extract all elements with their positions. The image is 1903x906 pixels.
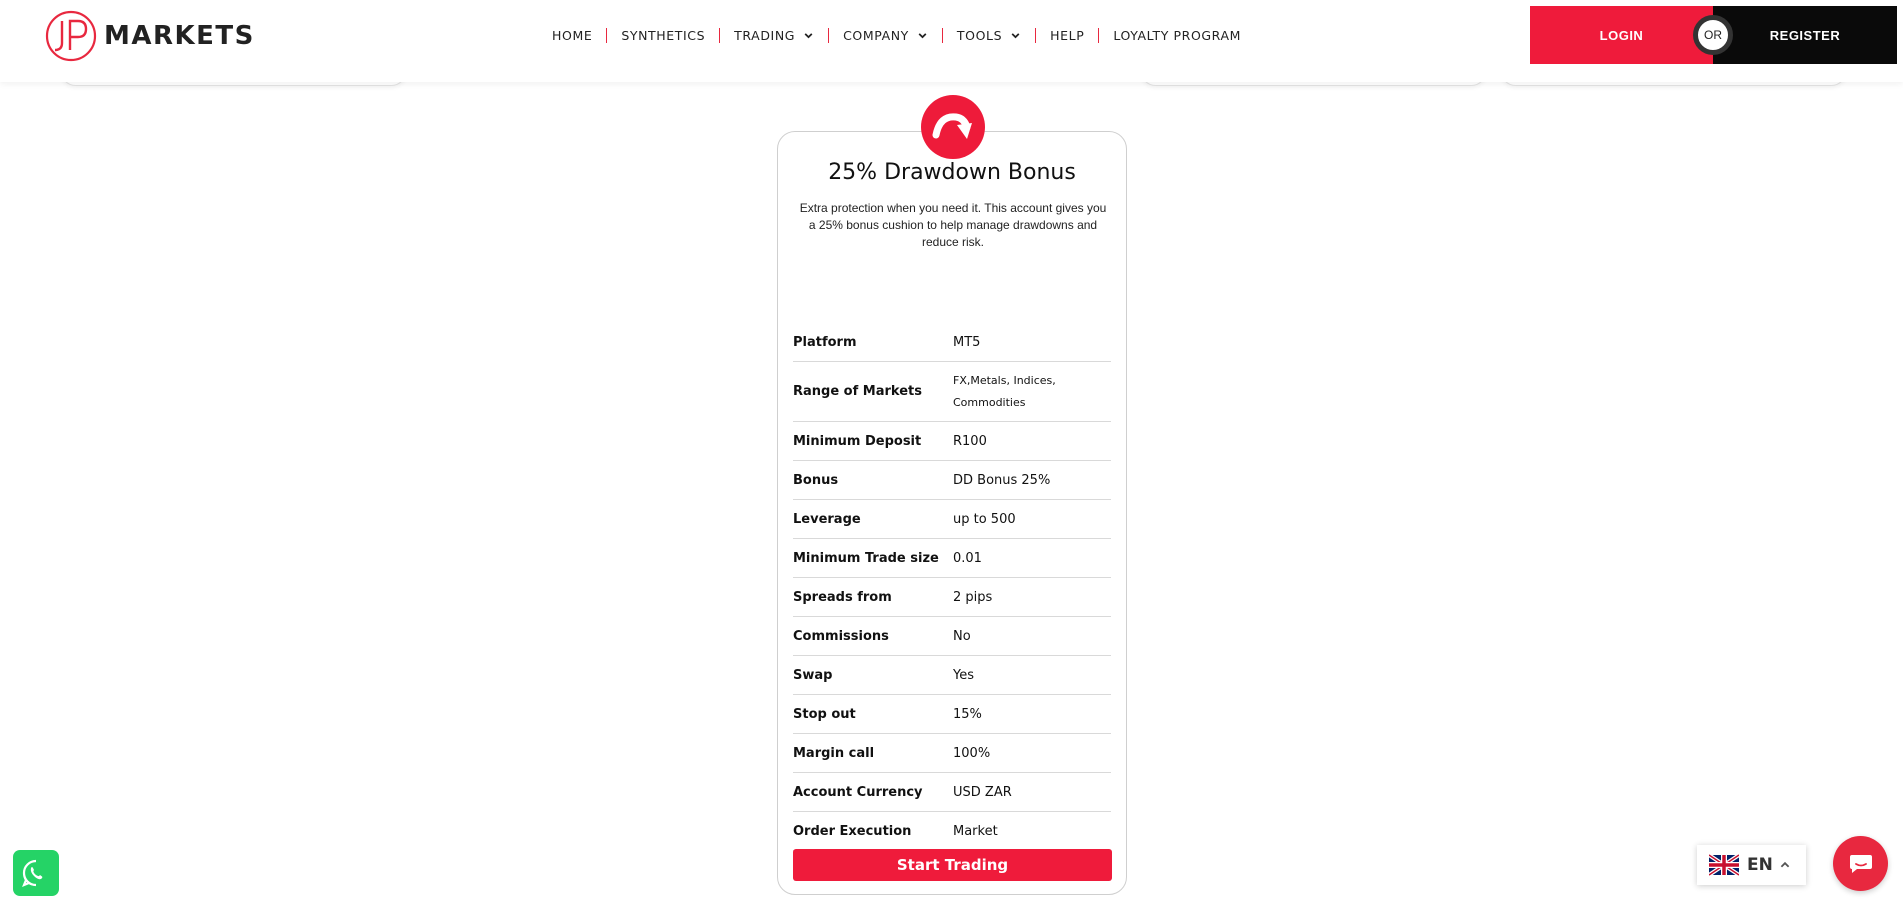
account-title: 25% Drawdown Bonus — [828, 160, 1076, 185]
uk-flag-icon — [1709, 854, 1739, 876]
site-logo[interactable] — [44, 9, 255, 63]
start-trading-button[interactable]: Start Trading — [793, 849, 1112, 881]
account-card — [777, 131, 1127, 895]
nav-tools[interactable]: TOOLS — [943, 28, 1035, 43]
whatsapp-icon — [20, 857, 52, 889]
chevron-down-icon — [803, 30, 814, 41]
or-badge: OR — [1693, 15, 1733, 55]
live-chat-button[interactable] — [1833, 836, 1888, 891]
auth-buttons — [1530, 6, 1897, 64]
spec-row-range-of-markets: Range of Markets FX,Metals, Indices, Commodities — [793, 362, 1111, 422]
chevron-up-icon — [1779, 859, 1791, 871]
nav-loyalty-program[interactable]: LOYALTY PROGRAM — [1113, 27, 1241, 43]
language-selector[interactable] — [1697, 845, 1806, 885]
brand-name: MARKETS — [104, 21, 255, 51]
spec-row-order-execution: Order Execution Market — [793, 812, 1111, 851]
spec-row-minimum-trade-size: Minimum Trade size 0.01 — [793, 539, 1111, 578]
spec-row-commissions: Commissions No — [793, 617, 1111, 656]
spec-row-stop-out: Stop out 15% — [793, 695, 1111, 734]
chevron-down-icon — [1010, 30, 1021, 41]
site-header — [0, 0, 1903, 82]
spec-row-platform: Platform MT5 — [793, 324, 1111, 362]
spec-row-margin-call: Margin call 100% — [793, 734, 1111, 773]
account-description: Extra protection when you need it. This account gives you a 25% bonus cushion to help manage drawdowns and reduce risk. — [799, 201, 1107, 249]
login-button[interactable]: LOGIN — [1530, 6, 1713, 64]
spec-row-minimum-deposit: Minimum Deposit R100 — [793, 422, 1111, 461]
chevron-down-icon — [917, 30, 928, 41]
nav-synthetics[interactable]: SYNTHETICS — [621, 27, 706, 43]
spec-row-swap: Swap Yes — [793, 656, 1111, 695]
nav-help[interactable]: HELP — [1050, 27, 1085, 43]
whatsapp-button[interactable] — [13, 850, 59, 896]
language-code: EN — [1747, 855, 1773, 875]
account-specs — [793, 324, 1111, 851]
nav-home[interactable]: HOME — [552, 27, 593, 43]
main-nav — [538, 24, 1255, 46]
jp-logo-icon — [44, 9, 100, 63]
nav-trading[interactable]: TRADING — [720, 28, 828, 43]
spec-row-spreads-from: Spreads from 2 pips — [793, 578, 1111, 617]
spec-row-bonus: Bonus DD Bonus 25% — [793, 461, 1111, 500]
spec-row-account-currency: Account Currency USD ZAR — [793, 773, 1111, 812]
drawdown-arrow-icon — [921, 95, 985, 159]
chat-icon — [1848, 852, 1874, 876]
register-button[interactable]: REGISTER — [1713, 6, 1897, 64]
nav-company[interactable]: COMPANY — [829, 28, 942, 43]
spec-row-leverage: Leverage up to 500 — [793, 500, 1111, 539]
